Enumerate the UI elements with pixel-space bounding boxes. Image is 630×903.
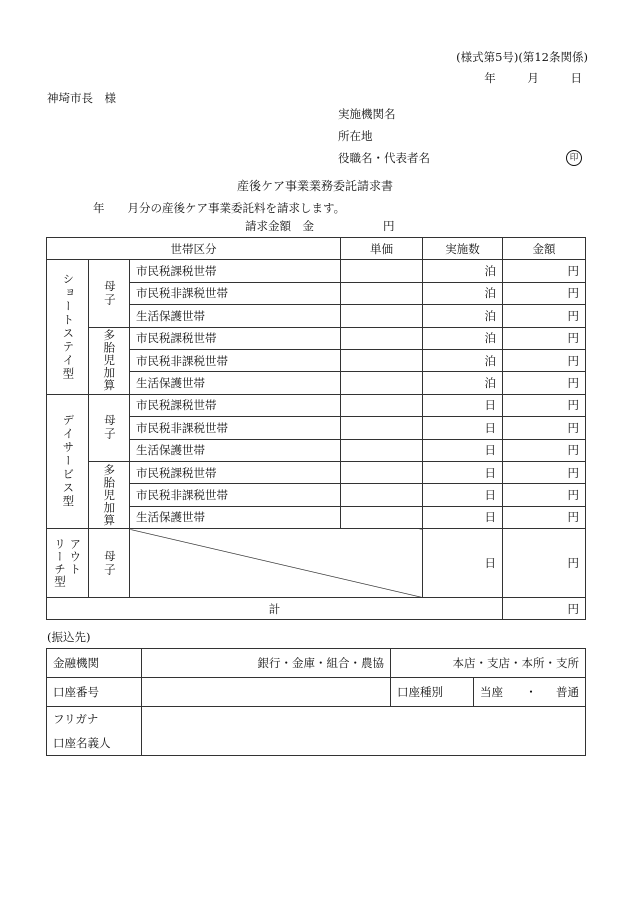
amount-cell[interactable]: 円 (503, 439, 586, 461)
unit-price-cell[interactable] (341, 327, 423, 349)
subgroup-multiple-birth: 多胎児加算 (89, 327, 130, 394)
count-cell[interactable]: 日 (423, 394, 503, 416)
form-number-label: (様式第5号)(第12条関係) (456, 50, 588, 64)
header-category: 世帯区分 (47, 238, 341, 260)
unit-price-cell[interactable] (341, 417, 423, 439)
account-number-row (47, 678, 586, 707)
count-cell[interactable]: 泊 (423, 327, 503, 349)
account-number-field[interactable] (142, 678, 391, 707)
amount-cell[interactable]: 円 (503, 529, 586, 598)
transfer-section-label: (振込先) (47, 630, 91, 644)
account-type-field[interactable] (474, 678, 586, 707)
unit-price-cell[interactable] (341, 349, 423, 371)
institution-type-field[interactable]: 銀行・金庫・組合・農協 (142, 649, 391, 678)
row-label: 生活保護世帯 (130, 372, 341, 394)
amount-cell[interactable]: 円 (503, 282, 586, 304)
count-cell[interactable]: 日 (423, 484, 503, 506)
total-row (47, 598, 586, 620)
unit-price-cell[interactable] (341, 282, 423, 304)
institution-address-label: 所在地 (338, 129, 373, 143)
unit-price-cell[interactable] (341, 372, 423, 394)
table-row (47, 461, 586, 483)
table-header-row (47, 238, 586, 260)
amount-cell[interactable]: 円 (503, 372, 586, 394)
count-cell[interactable]: 日 (423, 506, 503, 528)
amount-cell[interactable]: 円 (503, 327, 586, 349)
bank-table (46, 648, 586, 756)
account-holder-label: 口座名義人 (53, 736, 111, 750)
bank-institution-row (47, 649, 586, 678)
unit-price-cell[interactable] (341, 394, 423, 416)
row-label: 市民税非課税世帯 (130, 484, 341, 506)
account-type-separator: ・ (525, 685, 537, 699)
count-cell[interactable]: 泊 (423, 260, 503, 282)
request-amount-line: 請求金額 金 円 (245, 219, 395, 233)
subgroup-boshi: 母子 (89, 529, 130, 598)
type-outreach: アウト リーチ型 (47, 529, 89, 598)
institution-name-label: 実施機関名 (338, 107, 396, 121)
unit-price-cell[interactable] (341, 439, 423, 461)
unit-price-cell[interactable] (341, 260, 423, 282)
account-type-current[interactable]: 当座 (480, 685, 503, 699)
row-label: 市民税課税世帯 (130, 394, 341, 416)
holder-label-cell (47, 707, 142, 756)
account-number-label: 口座番号 (47, 678, 142, 707)
amount-cell[interactable]: 円 (503, 394, 586, 416)
amount-cell[interactable]: 円 (503, 506, 586, 528)
branch-type-field[interactable]: 本店・支店・本所・支所 (391, 649, 586, 678)
total-amount-cell[interactable]: 円 (503, 598, 586, 620)
row-label: 生活保護世帯 (130, 506, 341, 528)
row-label: 市民税非課税世帯 (130, 282, 341, 304)
unit-price-cell[interactable] (341, 506, 423, 528)
count-cell[interactable]: 泊 (423, 305, 503, 327)
row-label: 市民税非課税世帯 (130, 417, 341, 439)
row-label: 市民税課税世帯 (130, 327, 341, 349)
count-cell[interactable]: 泊 (423, 349, 503, 371)
unit-price-cell[interactable] (341, 461, 423, 483)
table-row-outreach (47, 529, 586, 598)
table-row (47, 394, 586, 416)
unit-price-cell[interactable] (341, 484, 423, 506)
header-amount: 金額 (503, 238, 586, 260)
account-type-ordinary[interactable]: 普通 (556, 685, 579, 699)
count-cell[interactable]: 泊 (423, 372, 503, 394)
table-row (47, 260, 586, 282)
account-holder-field[interactable] (142, 707, 586, 756)
diagonal-not-applicable-cell (130, 529, 423, 598)
amount-cell[interactable]: 円 (503, 260, 586, 282)
type-dayservice: デイサービス型 (47, 394, 89, 528)
total-label: 計 (47, 598, 503, 620)
institution-label: 金融機関 (47, 649, 142, 678)
addressee: 神埼市長 様 (47, 91, 116, 105)
account-holder-row (47, 707, 586, 756)
date-line: 年 月 日 (484, 71, 582, 85)
count-cell[interactable]: 日 (423, 461, 503, 483)
header-unit-price: 単価 (341, 238, 423, 260)
representative-label: 役職名・代表者名 (338, 151, 430, 165)
header-count: 実施数 (423, 238, 503, 260)
account-type-label: 口座種別 (391, 678, 474, 707)
amount-cell[interactable]: 円 (503, 417, 586, 439)
count-cell[interactable]: 日 (423, 417, 503, 439)
row-label: 市民税課税世帯 (130, 461, 341, 483)
type-shortstay: ショートステイ型 (47, 260, 89, 394)
count-cell[interactable]: 泊 (423, 282, 503, 304)
row-label: 生活保護世帯 (130, 439, 341, 461)
seal-mark: 印 (566, 150, 582, 166)
count-cell[interactable]: 日 (423, 529, 503, 598)
unit-price-cell[interactable] (341, 305, 423, 327)
row-label: 市民税課税世帯 (130, 260, 341, 282)
amount-cell[interactable]: 円 (503, 349, 586, 371)
count-cell[interactable]: 日 (423, 439, 503, 461)
amount-cell[interactable]: 円 (503, 484, 586, 506)
furigana-label: フリガナ (53, 712, 99, 726)
document-title: 産後ケア事業業務委託請求書 (236, 179, 393, 193)
amount-cell[interactable]: 円 (503, 305, 586, 327)
row-label: 生活保護世帯 (130, 305, 341, 327)
row-label: 市民税非課税世帯 (130, 349, 341, 371)
subgroup-multiple-birth: 多胎児加算 (89, 461, 130, 528)
subgroup-boshi: 母子 (89, 394, 130, 461)
table-row (47, 327, 586, 349)
subgroup-boshi: 母子 (89, 260, 130, 327)
amount-cell[interactable]: 円 (503, 461, 586, 483)
billing-table (46, 237, 586, 620)
request-sentence: 年 月分の産後ケア事業委託料を請求します。 (93, 201, 346, 215)
